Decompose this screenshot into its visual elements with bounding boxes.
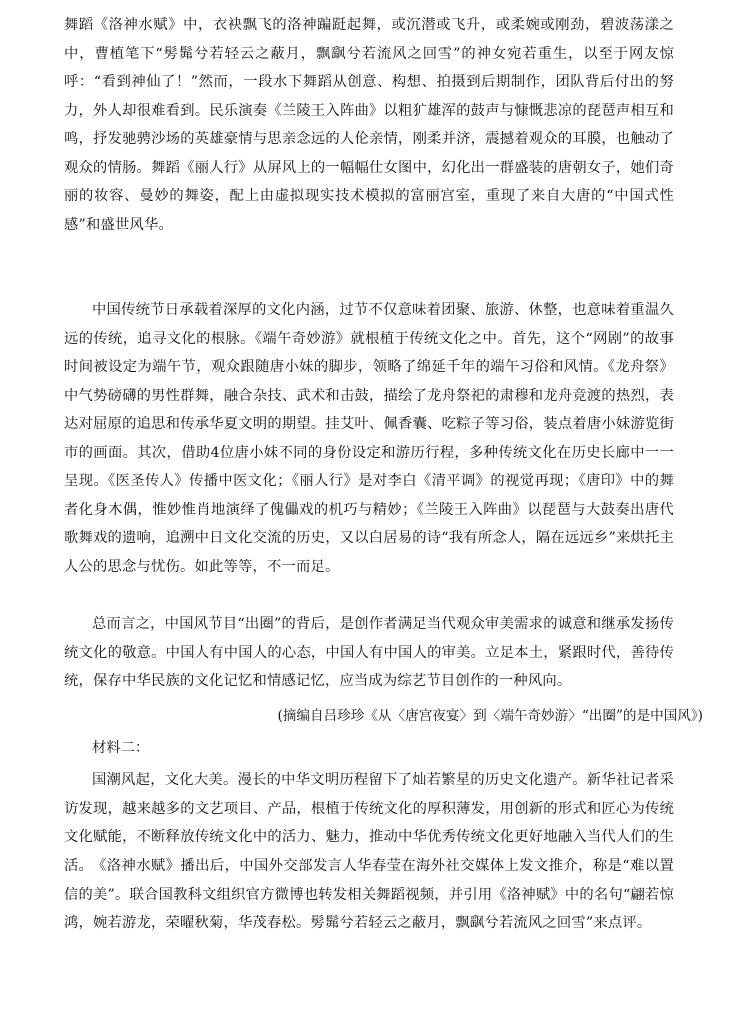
material-two-label: 材料二： bbox=[92, 740, 150, 756]
paragraph-2: 中国传统节日承载着深厚的文化内涵，过节不仅意味着团聚、旅游、休整，也意味着重温久远的传统，追寻文化的根脉。《端午奇妙游》就根植于传统文化之中。首先，这个“网剧”的故事时间被设定为端午节，观众跟随唐小妹的脚步，领略了绵延千年的端午习俗和风情。《龙舟祭》中气势磅礴的男性群舞，融合杂技、武术和击鼓，描绘了龙舟祭祀的肃穆和龙舟竞渡的热烈，表达对屈原的追思和传承华夏文明的期望。挂艾叶、佩香囊、吃粽子等习俗，装点着唐小妹游览街市的画面。其次，借助4位唐小妹不同的身份设定和游历行程，多种传统文化在历史长廊中一一呈现。《医圣传人》传播中医文化；《丽人行》是对李白《清平调》的视觉再现；《唐印》中的舞者化身木偶，惟妙惟肖地演绎了傀儡戏的机巧与精妙；《兰陵王入阵曲》以琵琶与大鼓奏出唐代歌舞戏的遗响，追溯中日文化交流的历史，又以白居易的诗“我有所念人，隔在远远乡”来烘托主人公的思念与忧伤。如此等等，不一而足。 bbox=[64, 302, 674, 575]
paragraph-1: 舞蹈《洛神水赋》中，衣袂飘飞的洛神蹁跹起舞，或沉潜或飞升，或柔婉或刚劲，碧波荡漾之中，曹植笔下“髣髴兮若轻云之蔽月，飘飖兮若流风之回雪”的神女宛若重生，以至于网友惊呼：“看到神仙了！”然而，一段水下舞蹈从创意、构想、拍摄到后期制作，团队背后付出的努力，外人却很难看到。民乐演奏《兰陵王入阵曲》以粗犷雄浑的鼓声与慷慨悲凉的琵琶声相互和鸣，抒发驰骋沙场的英雄豪情与思亲念远的人伦亲情，刚柔并济，震撼着观众的耳膜，也触动了观众的情肠。舞蹈《丽人行》从屏风上的一幅幅仕女图中，幻化出一群盛装的唐朝女子，她们奇丽的妆容、曼妙的舞姿，配上由虚拟现实技术模拟的富丽宫室，重现了来自大唐的“中国式性感”和盛世风华。 bbox=[64, 17, 674, 233]
paragraph-3: 总而言之，中国风节目“出圈”的背后，是创作者满足当代观众审美需求的诚意和继承发扬传统文化的敬意。中国人有中国人的心态，中国人有中国人的审美。立足本土，紧跟时代，善待传统，保存中华民族的文化记忆和情感记忆，应当成为综艺节目创作的一种风向。 bbox=[64, 616, 674, 689]
paragraph-4: 国潮风起，文化大美。漫长的中华文明历程留下了灿若繁星的历史文化遗产。新华社记者采访发现，越来越多的文艺项目、产品，根植于传统文化的厚积薄发，用创新的形式和匠心为传统文化赋能，不断释放传统文化中的活力、魅力，推动中华优秀传统文化更好地融入当代人们的生活。 bbox=[64, 772, 674, 874]
paragraph-5: 《洛神水赋》播出后，中国外交部发言人华春莹在海外社交媒体上发文推介，称是“难以置信的美”。联合国教科文组织官方微博也转发相关舞蹈视频，并引用《洛神赋》中的名句“翩若惊鸿，婉若游龙，荣曜秋菊，华茂春松。髣髴兮若轻云之蔽月，飘飖兮若流风之回雪”来点评。 bbox=[64, 858, 674, 931]
source-citation: (摘编自吕珍珍《从〈唐宫夜宴〉到〈端午奇妙游〉“出圈”的是中国风》) bbox=[277, 708, 703, 724]
